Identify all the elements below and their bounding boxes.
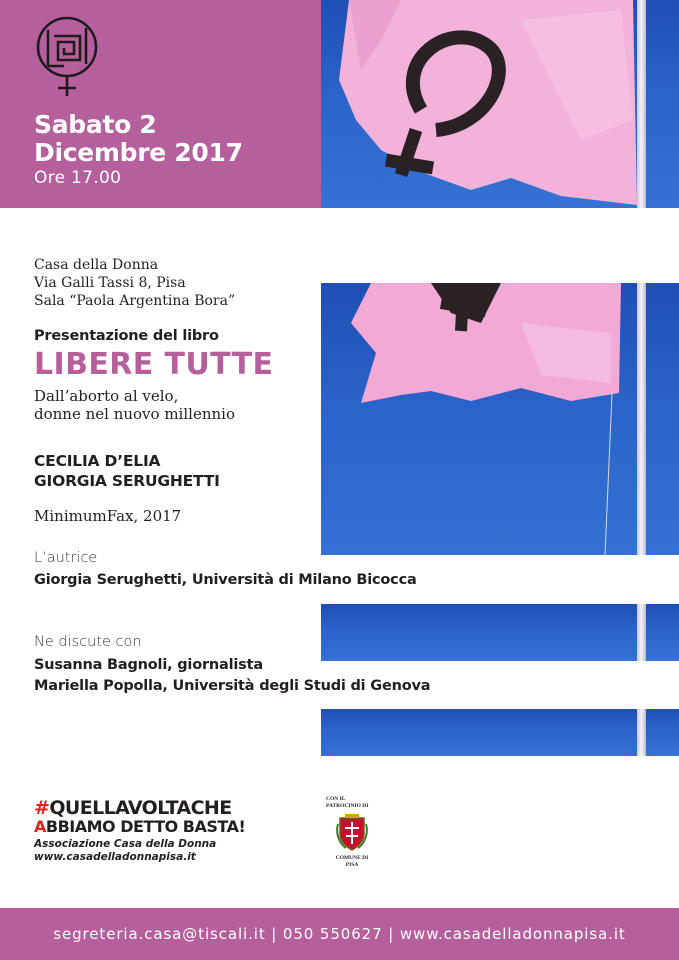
comune-line1: COMUNE DI	[335, 855, 369, 861]
campaign-hash-mark: #	[34, 797, 50, 819]
speaker-1: Susanna Bagnoli, giornalista	[34, 657, 263, 673]
patrocinio-block	[326, 796, 378, 869]
author-label: L’autrice	[34, 550, 98, 566]
photo-strip-2	[321, 709, 679, 756]
footer-contacts	[0, 908, 679, 960]
patrocinio-line2: PATROCINIO DI	[326, 803, 369, 809]
discussion-label: Ne discute con	[34, 634, 142, 650]
event-date-day: Sabato 2	[34, 110, 157, 139]
flag-venus-icon	[321, 0, 679, 208]
book-publisher: MinimumFax, 2017	[34, 507, 182, 525]
campaign-line1	[34, 798, 245, 818]
speaker-2: Mariella Popolla, Università degli Studi di Genova	[34, 678, 431, 694]
campaign-line2-text: BBIAMO DETTO BASTA!	[45, 817, 246, 836]
campaign-line1-text: QUELLAVOLTACHE	[49, 797, 232, 819]
association-name: Associazione Casa della Donna	[34, 838, 217, 850]
book-subtitle-line2: donne nel nuovo millennio	[34, 405, 235, 423]
photo-flag-top	[321, 0, 679, 208]
author-2: GIORGIA SERUGHETTI	[34, 472, 220, 490]
photo-flag-middle	[321, 283, 679, 555]
book-subtitle	[34, 387, 235, 423]
venue-name: Casa della Donna	[34, 257, 159, 273]
book-subtitle-line1: Dall’aborto al velo,	[34, 387, 179, 405]
labyrinth-venus-logo-icon	[34, 16, 100, 98]
footer-contacts-text: segreteria.casa@tiscali.it | 050 550627 | www.casadelladonnapisa.it	[53, 925, 626, 943]
book-authors	[34, 451, 220, 491]
campaign-a-mark: A	[34, 817, 46, 836]
event-time: Ore 17.00	[34, 168, 122, 188]
venue-address: Via Galli Tassi 8, Pisa	[34, 275, 186, 291]
venue-block	[34, 256, 235, 310]
patrocinio-line1: CON IL	[326, 796, 346, 802]
campaign-line2	[34, 818, 245, 836]
association-info	[34, 838, 216, 864]
campaign-logo	[34, 798, 245, 836]
comune-line2: PISA	[345, 862, 359, 868]
author-1: CECILIA D’ELIA	[34, 452, 161, 470]
association-website: www.casadelladonnapisa.it	[34, 851, 196, 863]
author-name: Giorgia Serughetti, Università di Milano Bicocca	[34, 572, 417, 588]
book-title: LIBERE TUTTE	[34, 347, 274, 382]
event-date-month: Dicembre 2017	[34, 138, 243, 167]
photo-strip-1	[321, 604, 679, 661]
flag-waving-icon	[321, 283, 679, 555]
venue-room: Sala “Paola Argentina Bora”	[34, 293, 236, 309]
book-intro: Presentazione del libro	[34, 328, 219, 344]
pisa-coat-of-arms-icon	[336, 814, 368, 852]
